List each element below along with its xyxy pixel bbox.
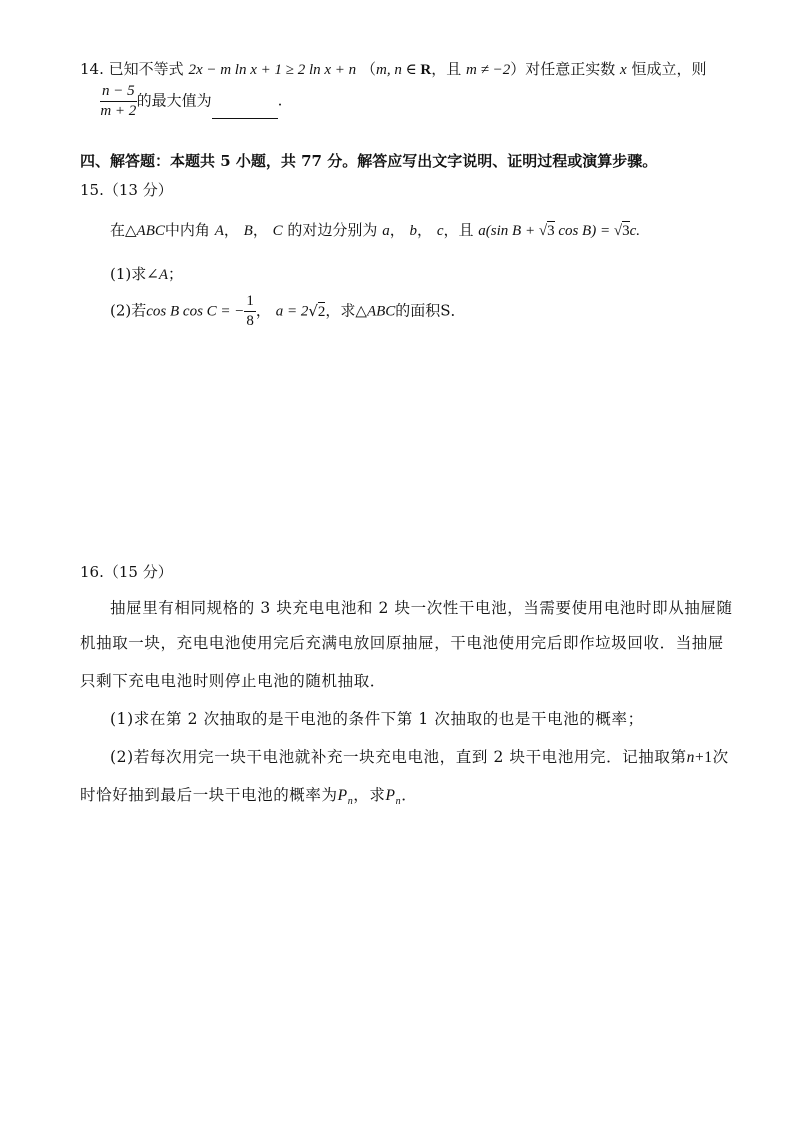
q15-stem-d: ，且 bbox=[443, 221, 474, 239]
q14-answer-blank[interactable] bbox=[212, 104, 278, 119]
q16-part2-a: (2)若每次用完一块干电池就补充一块充电电池，直到 2 块干电池用完．记抽取第 bbox=[110, 748, 687, 766]
q14-cond-neq: m ≠ −2 bbox=[466, 62, 511, 78]
q14-text-d: 的最大值为 bbox=[136, 91, 212, 110]
q14-cond-set: R bbox=[420, 62, 432, 78]
q16-line2-text: 机抽取一块，充电电池使用完后充满电放回原抽屉，干电池使用完后即作垃圾回收．当抽屉 bbox=[80, 634, 725, 652]
q15-eq-mid: cos B) = bbox=[554, 223, 614, 239]
q15-part2-abc: ABC bbox=[366, 303, 396, 320]
section4-heading bbox=[80, 150, 657, 171]
q16-part2-var: n bbox=[686, 749, 695, 766]
q14-var-x: x bbox=[620, 62, 627, 78]
q15-side-c: c bbox=[436, 223, 444, 239]
q15-angle-c: C bbox=[272, 223, 283, 239]
q15-part1 bbox=[110, 263, 183, 284]
q15-part2-fraction bbox=[244, 294, 256, 329]
q15-part2-c: ，求△ bbox=[325, 301, 367, 320]
q15-part1-text: (1)求∠ bbox=[110, 265, 159, 283]
q16-p-sub: n bbox=[347, 796, 354, 808]
sqrt-icon: √3 bbox=[613, 223, 630, 239]
q15-eq-left: a(sin B + bbox=[478, 223, 539, 239]
sqrt-icon: √3 bbox=[538, 223, 555, 239]
q15-equation bbox=[478, 223, 640, 239]
q14-number: 14. bbox=[80, 60, 104, 78]
q14-line2 bbox=[100, 84, 282, 119]
q16-part1 bbox=[110, 707, 644, 729]
q15-triangle-abc: ABC bbox=[136, 223, 165, 239]
q16-line1-text: 抽屉里有相同规格的 3 块充电电池和 2 块一次性干电池，当需要使用电池时即从抽屉随 bbox=[110, 599, 733, 617]
q15-stem-b: 中内角 bbox=[164, 221, 210, 239]
q16-line1 bbox=[110, 596, 733, 618]
q16-part2-b: +1次 bbox=[694, 749, 729, 766]
q15-part2-num: 1 bbox=[244, 294, 256, 312]
q15-side-a: a bbox=[382, 223, 390, 239]
q16-last-end: ． bbox=[401, 786, 418, 804]
q14-frac-num: n − 5 bbox=[100, 84, 137, 102]
q15-part1-var: A bbox=[158, 267, 168, 283]
q15-part2-b: ， bbox=[255, 301, 271, 320]
q15-comma: ， bbox=[223, 221, 239, 239]
q14-frac-den: m + 2 bbox=[100, 103, 137, 119]
q14-paren-close: ） bbox=[510, 60, 526, 78]
q16-last-a: 时恰好抽到最后一块干电池的概率为 bbox=[80, 786, 338, 804]
q15-eq-sqrt: 3 bbox=[622, 223, 630, 239]
q16-p2: P bbox=[385, 787, 396, 804]
q15-comma: ， bbox=[417, 221, 433, 239]
q14-text-c: 恒成立，则 bbox=[631, 60, 707, 78]
q15-header-text: 15.（13 分） bbox=[80, 181, 173, 199]
q14-paren-open: （ bbox=[360, 60, 376, 78]
q14-inequality: 2x − m ln x + 1 ≥ 2 ln x + n bbox=[188, 62, 357, 78]
q15-angle-a: A bbox=[214, 223, 224, 239]
q14-cond-mid: ，且 bbox=[431, 60, 467, 78]
q16-part2 bbox=[110, 745, 729, 767]
q15-sqrt-val: 3 bbox=[547, 223, 555, 239]
q16-line-last bbox=[80, 783, 417, 807]
q15-part2-sqrt: 2 bbox=[317, 303, 326, 320]
q14-text-b: 对任意正实数 bbox=[525, 60, 616, 78]
q15-part1-end: ； bbox=[168, 265, 184, 283]
q15-part2 bbox=[110, 294, 466, 329]
q16-p2-sub: n bbox=[395, 796, 402, 808]
q15-comma: ， bbox=[252, 221, 268, 239]
q14-fraction bbox=[100, 84, 137, 119]
q14-line1 bbox=[80, 58, 707, 79]
sqrt-icon: √2 bbox=[308, 301, 326, 320]
q14-end: . bbox=[277, 91, 283, 110]
q16-line3 bbox=[80, 669, 386, 691]
q14-cond-vars: m, n ∈ bbox=[375, 62, 421, 78]
q15-eq-right: c. bbox=[629, 223, 640, 239]
q15-angle-b: B bbox=[243, 223, 253, 239]
q14-text-a: 已知不等式 bbox=[108, 60, 184, 78]
q15-side-b: b bbox=[409, 223, 418, 239]
q16-header bbox=[80, 561, 173, 582]
q16-header-text: 16.（15 分） bbox=[80, 563, 173, 581]
q15-part2-a: (2)若 bbox=[110, 301, 147, 320]
q15-comma: ， bbox=[389, 221, 405, 239]
q16-line3-text: 只剩下充电电池时则停止电池的随机抽取． bbox=[80, 672, 386, 690]
q16-part1-text: (1)求在第 2 次抽取的是干电池的条件下第 1 次抽取的也是干电池的概率； bbox=[110, 710, 644, 728]
q15-part2-aeq: a = 2 bbox=[275, 303, 309, 320]
section4-heading-text: 四、解答题：本题共 5 小题，共 77 分。解答应写出文字说明、证明过程或演算步骤。 bbox=[80, 152, 658, 170]
q15-stem-c: 的对边分别为 bbox=[287, 221, 378, 239]
q15-part2-den: 8 bbox=[246, 313, 254, 329]
q16-line2 bbox=[80, 631, 724, 653]
q15-stem bbox=[110, 219, 640, 240]
q15-part2-d: 的面积S． bbox=[395, 301, 466, 320]
q15-stem-a: 在△ bbox=[110, 221, 137, 239]
q16-p: P bbox=[337, 787, 348, 804]
q15-part2-cos: cos B cos C = − bbox=[146, 303, 245, 320]
q15-header bbox=[80, 179, 173, 200]
q16-last-b: ，求 bbox=[353, 786, 386, 804]
